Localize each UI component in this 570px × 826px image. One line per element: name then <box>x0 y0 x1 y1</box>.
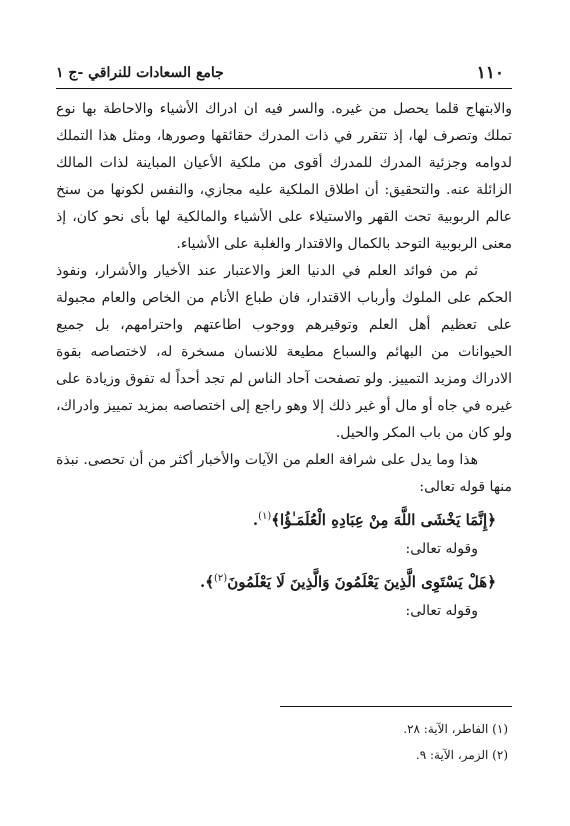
page-number: ١١٠ <box>476 63 504 83</box>
footnotes <box>56 716 508 768</box>
paragraph: هذا وما يدل على شرافة العلم من الآيات والأخبار أكثر من أن تحصى. نبذة منها قوله تعالى: <box>56 452 512 495</box>
footnote-ref: (٢) <box>214 573 228 584</box>
footnote-ref: (١) <box>258 511 272 522</box>
verse-end: . <box>252 511 259 529</box>
page-header <box>56 60 504 86</box>
main-text <box>56 96 512 625</box>
paragraph: ثم من فوائد العلم في الدنيا العز والاعتبار عند الأخيار والأشرار، ونفوذ الحكم على الملوك وأرباب الاقتدار، فان طباع الأنام من الخاص والعام مجبولة على تعظيم أهل العلم وتوقيرهم ووجوب اطاعتهم واحترامهم، بل جميع الحيوانات من البهائم والسباع مطيعة للانسان مسخرة له، لاختصاصه بقوة الادراك ومزيد التمييز. ولو تصفحت آحاد الناس لم تجد أحداً له تفوق وزيادة على غيره في جاه أو مال أو غير ذلك إلا وهو راجع إلى اختصاصه بمزيد تمييز وادراك، ولو كان من باب المكر والحيل. <box>56 263 512 441</box>
header-divider <box>56 88 512 89</box>
quran-verse <box>56 501 512 536</box>
verse-text: ﴿إِنَّمَا يَخْشَى اللَّهَ مِنْ عِبَادِهِ الْعُلَمَـٰؤُا﴾ <box>271 511 496 529</box>
quran-verse <box>56 563 512 598</box>
footnote: (١) الفاطر، الآية: ٢٨. <box>403 722 508 736</box>
footnote: (٢) الزمر، الآية: ٩. <box>415 748 508 762</box>
verse-intro: وقوله تعالى: <box>405 603 478 619</box>
paragraph: والابتهاج قلما يحصل من غيره. والسر فيه ان ادراك الأشياء والاحاطة بها نوع تملك وتصرف لها، إذ تتقرر في ذات المدرك حقائقها وصورها، ومثل هذا التملك لدوامه وجزئية المدرك للمدرك أقوى من ملكية الأعيان المباينة لذات المالك الزائلة عنه. والتحقيق: أن اطلاق الملكية عليه مجازي، والنفس لكونها من سنخ عالم الربوبية تحت القهر والاستيلاء على الأشياء والمالكية لها بأى نحو كان، إذ معنى الربوبية التوحد بالكمال والاقتدار والغلبة على الأشياء. <box>56 101 512 252</box>
running-title: جامع السعادات للنراقي -ج ١ <box>56 65 224 81</box>
verse-text: ﴿هَلْ يَسْتَوِى الَّذِينَ يَعْلَمُونَ وَالَّذِينَ لَا يَعْلَمُونَ <box>227 573 496 591</box>
verse-end: ﴾. <box>199 573 214 591</box>
verse-intro: وقوله تعالى: <box>405 541 478 557</box>
footnote-divider <box>280 706 512 707</box>
